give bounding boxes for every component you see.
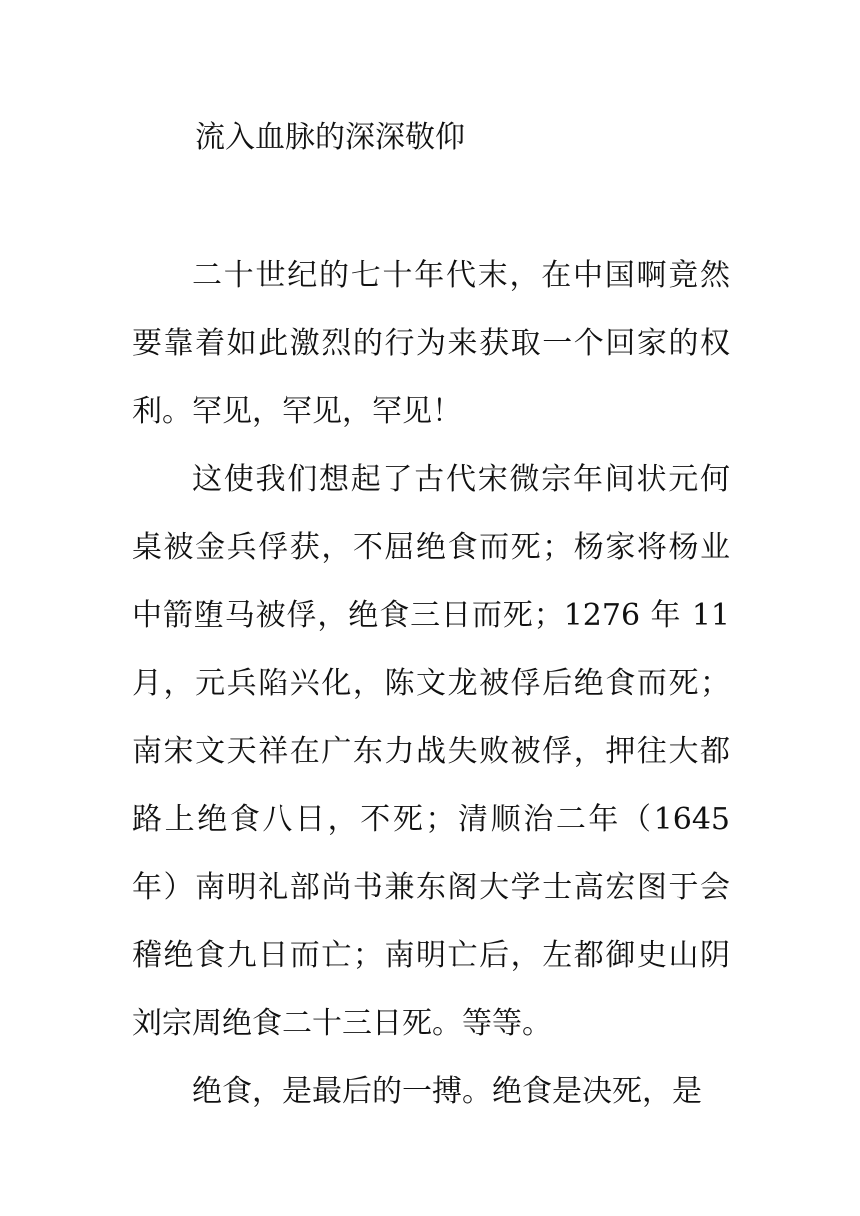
- paragraph-2: 这使我们想起了古代宋微宗年间状元何桌被金兵俘获，不屈绝食而死；杨家将杨业中箭堕马被俘，绝食三日而死；1276 年 11 月，元兵陷兴化，陈文龙被俘后绝食而死；南宋文天祥在广东力战失败被俘，押往大都路上绝食八日，不死；清顺治二年（1645 年）南明礼部尚书兼东阁大学士高宏图于会稽绝食九日而亡；南明亡后，左都御史山阴刘宗周绝食二十三日死。等等。: [132, 462, 730, 1041]
- page-title: 流入血脉的深深敬仰: [195, 120, 465, 155]
- paragraph-1: 二十世纪的七十年代末，在中国啊竟然要靠着如此激烈的行为来获取一个回家的权利。罕见，罕见，罕见！: [132, 258, 730, 429]
- paragraph-3: 绝食，是最后的一搏。绝食是决死，是: [192, 1074, 702, 1109]
- body-text: [132, 242, 730, 1126]
